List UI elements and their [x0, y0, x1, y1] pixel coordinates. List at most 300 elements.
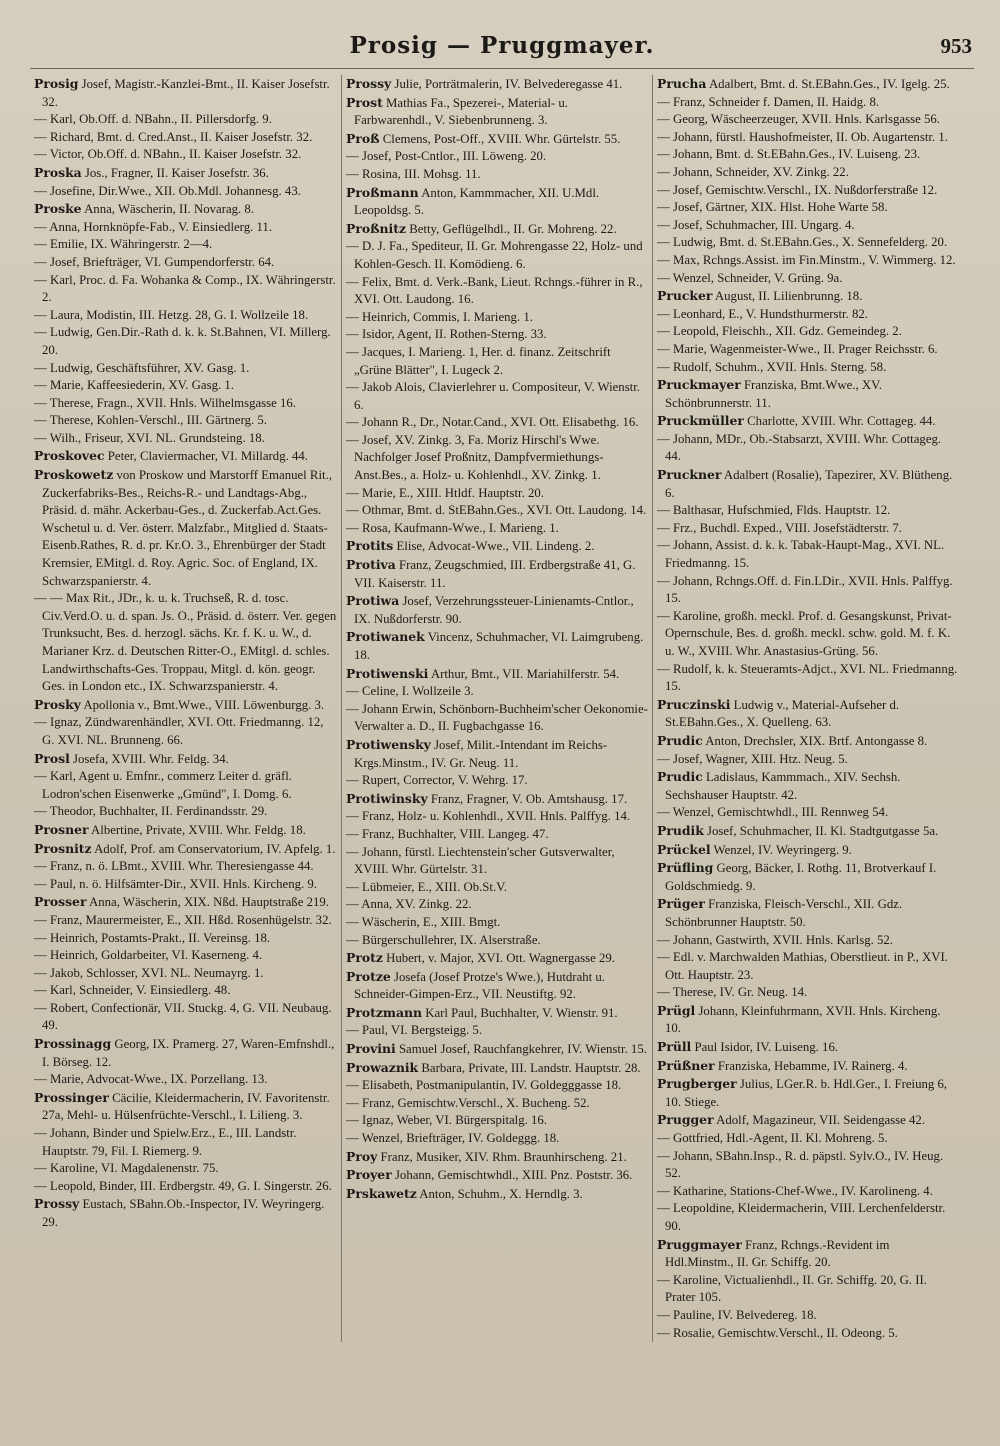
directory-entry [657, 412, 959, 431]
entry-text: Adolf, Prof. am Conservatorium, IV. Apfelg. 1. [94, 841, 336, 856]
entry-surname: Protze [346, 968, 391, 984]
directory-entry [346, 238, 648, 273]
entry-text: — Therese, IV. Gr. Neug. 14. [657, 985, 808, 1000]
entry-text: — Wenzel, Gemischtwhdl., III. Rennweg 54. [657, 805, 889, 820]
directory-entry [657, 252, 959, 270]
directory-entry [346, 184, 648, 220]
directory-entry [657, 751, 959, 769]
entry-text: Franz, Rchngs.-Revident im Hdl.Minstm., II. Gr. Schiffg. 20. [665, 1237, 890, 1270]
entry-text: Anton, Drechsler, XIX. Brtf. Antongasse 8. [705, 733, 928, 748]
directory-entry [346, 1022, 648, 1040]
directory-entry [346, 1166, 648, 1185]
entry-text: — Heinrich, Goldarbeiter, VI. Kaserneng. 4. [34, 948, 263, 963]
entry-surname: Prossy [346, 76, 392, 91]
directory-entry [34, 219, 337, 237]
directory-entry [34, 840, 337, 859]
entry-text: — Wenzel, Briefträger, IV. Goldeggg. 18. [346, 1131, 560, 1146]
entry-text: — Josef, Gemischtw.Verschl., IX. Nußdorferstraße 12. [657, 182, 938, 197]
entry-text: — Josef, Gärtner, XIX. Hlst. Hohe Warte 58. [657, 200, 888, 215]
directory-entry [657, 768, 959, 804]
directory-entry [346, 826, 648, 844]
entry-text: — Franz, Holz- u. Kohlenhdl., XVII. Hnls. Palffyg. 14. [346, 809, 631, 824]
directory-entry [657, 1038, 959, 1057]
entry-surname: Pruczinski [657, 696, 731, 712]
directory-entry [657, 94, 959, 112]
entry-surname: Prosnitz [34, 840, 92, 856]
entry-surname: Prowaznik [346, 1059, 419, 1075]
entry-surname: Proskowetz [34, 467, 114, 483]
directory-entry [657, 520, 959, 538]
directory-entry [34, 146, 337, 164]
entry-surname: Proy [346, 1148, 378, 1164]
directory-entry [657, 1148, 959, 1183]
directory-entry [657, 732, 959, 751]
directory-entry [657, 661, 959, 696]
directory-entry [34, 236, 337, 254]
directory-entry [346, 914, 648, 932]
directory-entry [346, 683, 648, 701]
directory-entry [657, 1200, 959, 1235]
entry-text: — Ludwig, Gen.Dir.-Rath d. k. k. St.Bahnen, VI. Millerg. 20. [34, 325, 331, 357]
entry-text: Johann, Gemischtwhdl., XIII. Pnz. Poststr. 36. [394, 1168, 633, 1183]
entry-text: Apollonia v., Bmt.Wwe., VIII. Löwenburgg. 3. [83, 697, 325, 712]
entry-surname: Pruckmayer [657, 377, 741, 393]
directory-entry [657, 1272, 959, 1307]
entry-text: Julius, LGer.R. b. Hdl.Ger., I. Freiung 6, 10. Stiege. [665, 1077, 948, 1109]
entry-surname: Prossinger [34, 1089, 109, 1105]
entry-text: Ladislaus, Kammmach., XIV. Sechsh. Sechshauser Hauptstr. 42. [665, 770, 901, 802]
entry-text: — Josefine, Dir.Wwe., XII. Ob.Mdl. Johannesg. 43. [34, 183, 301, 198]
directory-entry [34, 1071, 337, 1089]
entry-surname: Proska [34, 164, 82, 180]
directory-entry [657, 984, 959, 1002]
entry-text: — Johann, Schneider, XV. Zinkg. 22. [657, 164, 849, 179]
column-right [652, 75, 963, 1342]
entry-surname: Prudik [657, 822, 704, 838]
directory-entry [34, 714, 337, 749]
entry-surname: Proß [346, 130, 380, 146]
entry-text: — Karoline, VI. Magdalenenstr. 75. [34, 1161, 219, 1176]
directory-entry [34, 307, 337, 325]
entry-text: Anna, Wäscherin, II. Novarag. 8. [84, 202, 255, 217]
entry-text: — Jakob, Schlosser, XVI. NL. Neumayrg. 1. [34, 965, 264, 980]
entry-text: — Rosa, Kaufmann-Wwe., I. Marieng. 1. [346, 520, 559, 535]
directory-entry [346, 1095, 648, 1113]
directory-entry [657, 949, 959, 984]
entry-surname: Prüger [657, 896, 705, 912]
entry-text: — Bürgerschullehrer, IX. Alserstraße. [346, 932, 541, 947]
directory-entry [34, 164, 337, 183]
entry-text: — Rosalie, Gemischtw.Verschl., II. Odeong. 5. [657, 1325, 898, 1340]
entry-surname: Prossinagg [34, 1036, 112, 1052]
entry-text: — Max, Rchngs.Assist. im Fin.Minstm., V. Wimmerg. 12. [657, 252, 956, 267]
directory-entry [34, 75, 337, 111]
directory-entry [657, 895, 959, 931]
entry-text: — Josef, Wagner, XIII. Htz. Neug. 5. [657, 751, 848, 766]
entry-surname: Prossy [34, 1196, 80, 1212]
directory-entry [657, 1002, 959, 1038]
entry-surname: Pruckmüller [657, 413, 744, 429]
directory-entry [34, 129, 337, 147]
directory-entry [657, 1111, 959, 1130]
directory-entry [657, 270, 959, 288]
entry-surname: Prückel [657, 841, 711, 857]
entry-text: — Marie, Kaffeesiederin, XV. Gasg. 1. [34, 378, 234, 393]
entry-text: — Wilh., Friseur, XVI. NL. Grundsteing. 18. [34, 430, 265, 445]
page-header [30, 28, 974, 69]
directory-entry [657, 146, 959, 164]
entry-text: — Leopold, Binder, III. Erdbergstr. 49, G. I. Singerstr. 26. [34, 1178, 332, 1193]
entry-text: — Johann, Binder und Spielw.Erz., E., III. Landstr. Hauptstr. 79, Fil. I. Riemerg. 9. [34, 1126, 297, 1158]
directory-entry [346, 309, 648, 327]
directory-entry [657, 1075, 959, 1111]
directory-entry [34, 466, 337, 590]
entry-text: Franziska, Hebamme, IV. Rainerg. 4. [717, 1058, 908, 1073]
entry-text: — Lübmeier, E., XIII. Ob.St.V. [346, 879, 507, 894]
directory-entry [657, 502, 959, 520]
entry-text: — Johann, Assist. d. k. k. Tabak-Haupt-Mag., XVI. NL. Friedmanng. 15. [657, 538, 945, 571]
directory-entry [34, 982, 337, 1000]
directory-entry [657, 341, 959, 359]
entry-text: — Franz, Buchhalter, VIII. Langeg. 47. [346, 826, 549, 841]
directory-entry [657, 234, 959, 252]
directory-entry [657, 822, 959, 841]
entry-text: — Leopold, Fleischh., XII. Gdz. Gemeindeg. 2. [657, 324, 902, 339]
directory-entry [346, 1130, 648, 1148]
directory-entry [34, 930, 337, 948]
entry-text: — Therese, Kohlen-Verschl., III. Gärtnerg. 5. [34, 413, 267, 428]
entry-surname: Proßmann [346, 184, 419, 200]
entry-surname: Prucker [657, 288, 713, 304]
directory-entry [34, 360, 337, 378]
directory-entry [346, 1148, 648, 1167]
columns [30, 75, 974, 1342]
entry-surname: Prügl [657, 1002, 696, 1018]
directory-entry [34, 965, 337, 983]
entry-text: Anton, Kammmacher, XII. U.Mdl. Leopoldsg. 5. [354, 185, 600, 218]
entry-text: — Jacques, I. Marieng. 1, Her. d. finanz. Zeitschrift „Grüne Blätter", I. Lugeck 2. [346, 344, 611, 377]
directory-entry [346, 1185, 648, 1204]
directory-entry [34, 768, 337, 803]
entry-text: — Johann, Bmt. d. St.EBahn.Ges., IV. Luiseng. 23. [657, 147, 921, 162]
directory-entry [657, 306, 959, 324]
entry-text: — Johann, fürstl. Liechtenstein'scher Gutsverwalter, XVIII. Whr. Gürtelstr. 31. [346, 844, 615, 877]
entry-surname: Prosig [34, 76, 79, 91]
directory-entry [34, 111, 337, 129]
directory-entry [657, 932, 959, 950]
directory-entry [346, 665, 648, 684]
entry-text: — Paul, n. ö. Hilfsämter-Dir., XVII. Hnls. Kircheng. 9. [34, 876, 318, 891]
directory-entry [34, 1125, 337, 1160]
directory-entry [346, 701, 648, 736]
directory-entry [346, 790, 648, 809]
entry-text: Johann, Kleinfuhrmann, XVII. Hnls. Kircheng. 10. [665, 1003, 941, 1036]
directory-entry [34, 377, 337, 395]
directory-entry [346, 1004, 648, 1023]
entry-surname: Prugberger [657, 1076, 737, 1092]
entry-text: Ludwig v., Material-Aufseher d. St.EBahn.Ges., X. Quelleng. 63. [665, 697, 900, 730]
entry-text: — Rupert, Corrector, V. Wehrg. 17. [346, 773, 528, 788]
column-middle [341, 75, 652, 1342]
entry-text: Anton, Schuhm., X. Herndlg. 3. [419, 1186, 583, 1201]
entry-text: — Katharine, Stations-Chef-Wwe., IV. Karolineng. 4. [657, 1183, 933, 1198]
directory-entry [34, 803, 337, 821]
entry-text: Hubert, v. Major, XVI. Ott. Wagnergasse 29. [386, 951, 615, 966]
directory-entry [346, 1040, 648, 1059]
entry-text: Peter, Claviermacher, VI. Millardg. 44. [107, 449, 308, 464]
entry-surname: Prudic [657, 732, 703, 748]
directory-entry [657, 1236, 959, 1272]
directory-entry [346, 1077, 648, 1095]
directory-entry [346, 896, 648, 914]
entry-text: — Rudolf, Schuhm., XVII. Hnls. Sterng. 58. [657, 359, 887, 374]
directory-entry [346, 344, 648, 379]
directory-entry [657, 287, 959, 306]
directory-entry [657, 1325, 959, 1343]
entry-surname: Prosser [34, 894, 87, 910]
entry-text: Vincenz, Schuhmacher, VI. Laimgrubeng. 18. [354, 630, 644, 662]
entry-text: — Frz., Buchdl. Exped., VIII. Josefstädterstr. 7. [657, 520, 902, 535]
entry-surname: Prüßner [657, 1057, 715, 1073]
entry-text: — Leonhard, E., V. Hundsthurmerstr. 82. [657, 306, 869, 321]
directory-entry [657, 217, 959, 235]
directory-entry [657, 608, 959, 661]
directory-entry [346, 537, 648, 556]
entry-text: Anna, Wäscherin, XIX. Nßd. Hauptstraße 219. [88, 895, 329, 910]
directory-entry [34, 821, 337, 840]
entry-surname: Prosky [34, 696, 81, 712]
entry-text: — Rosina, III. Mohsg. 11. [346, 166, 481, 181]
directory-entry [657, 1057, 959, 1076]
entry-text: Adalbert (Rosalie), Tapezirer, XV. Blütheng. 6. [665, 468, 953, 500]
entry-text: — Paul, VI. Bergsteigg. 5. [346, 1023, 483, 1038]
entry-text: Josef, Milit.-Intendant im Reichs-Krgs.Minstm., IV. Gr. Neug. 11. [354, 737, 608, 770]
entry-text: — Josef, XV. Zinkg. 3, Fa. Moriz Hirschl's Wwe. Nachfolger Josef Proßnitz, Dampfvermiethungs-Anst.Bes., a. Holz- u. Kohlenhdl., XV. Zinkg. 1. [346, 432, 604, 483]
entry-text: Clemens, Post-Off., XVIII. Whr. Gürtelstr. 55. [382, 131, 621, 146]
entry-text: — Johann, MDr., Ob.-Stabsarzt, XVIII. Whr. Cottageg. 44. [657, 431, 942, 464]
entry-text: — Laura, Modistin, III. Hetzg. 28, G. I. Wollzeile 18. [34, 307, 309, 322]
entry-surname: Protiwanek [346, 629, 425, 645]
directory-entry [346, 844, 648, 879]
entry-text: — Robert, Confectionär, VII. Stuckg. 4, G. VII. Neubaug. 49. [34, 1000, 332, 1033]
entry-text: Georg, Bäcker, I. Rothg. 11, Brotverkauf I. Goldschmiedg. 9. [665, 861, 937, 893]
entry-text: — Johann, Gastwirth, XVII. Hnls. Karlsg. 52. [657, 932, 894, 947]
entry-surname: Prost [346, 94, 383, 110]
directory-entry [657, 859, 959, 895]
entry-text: Josefa (Josef Protze's Wwe.), Hutdraht u. Schneider-Gimpen-Erz., VII. Neustiftg. 92. [354, 969, 605, 1002]
entry-surname: Prosner [34, 821, 89, 837]
page-title: Prosig — Pruggmayer. [349, 32, 655, 59]
entry-text: Franziska, Fleisch-Verschl., XII. Gdz. Schönbrunner Hauptstr. 50. [665, 897, 903, 929]
entry-text: Julie, Porträtmalerin, IV. Belvederegasse 41. [394, 77, 623, 91]
entry-text: — Karoline, großh. meckl. Prof. d. Gesangskunst, Privat-Opernschule, Bes. d. großh. meckl. schw. gold. M. f. K. u. W., XVIII. Whr. Anastasius-Grüng. 56. [657, 608, 952, 658]
entry-text: — Ignaz, Weber, VI. Bürgerspitalg. 16. [346, 1113, 548, 1128]
directory-entry [346, 520, 648, 538]
entry-text: — Wäscherin, E., XIII. Bmgt. [346, 914, 501, 929]
entry-text: — Marie, E., XIII. Htldf. Hauptstr. 20. [346, 485, 544, 500]
entry-text: — Othmar, Bmt. d. StEBahn.Ges., XVI. Ott. Laudong. 14. [346, 503, 647, 518]
entry-text: Franziska, Bmt.Wwe., XV. Schönbrunnerstr. 11. [665, 378, 882, 410]
entry-text: — Karl, Schneider, V. Einsiedlerg. 48. [34, 983, 231, 998]
page-number: 953 [940, 34, 972, 58]
entry-surname: Prüfling [657, 860, 714, 876]
entry-text: Paul Isidor, IV. Luiseng. 16. [694, 1040, 839, 1055]
entry-surname: Proskovec [34, 448, 105, 464]
entry-surname: Prskawetz [346, 1185, 417, 1201]
entry-text: — Marie, Wagenmeister-Wwe., II. Prager Reichsstr. 6. [657, 341, 938, 356]
directory-entry [657, 199, 959, 217]
directory-entry [657, 573, 959, 608]
directory-entry [34, 1089, 337, 1125]
directory-entry [346, 274, 648, 309]
directory-entry [346, 1112, 648, 1130]
entry-surname: Pruggmayer [657, 1236, 742, 1252]
entry-text: — Karl, Agent u. Emfnr., commerz Leiter d. gräfl. Lodron'schen Eisenwerke „Gmünd", I. Domg. 6. [34, 769, 292, 801]
entry-text: — Franz, Schneider f. Damen, II. Haidg. 8. [657, 94, 880, 109]
directory-entry [34, 893, 337, 912]
entry-text: — Jakob Alois, Clavierlehrer u. Compositeur, V. Wienstr. 6. [346, 380, 640, 412]
directory-entry [346, 379, 648, 414]
entry-text: — Josef, Briefträger, VI. Gumpendorferstr. 64. [34, 254, 275, 269]
entry-text: — Anna, XV. Zinkg. 22. [346, 897, 472, 912]
directory-entry [657, 804, 959, 822]
entry-text: — Elisabeth, Postmanipulantin, IV. Goldegggasse 18. [346, 1078, 622, 1093]
directory-entry [657, 1307, 959, 1325]
entry-text: — Johann, fürstl. Haushofmeister, II. Ob. Augartenstr. 1. [657, 129, 948, 144]
entry-text: — Franz, Gemischtw.Verschl., X. Bucheng. 52. [346, 1095, 590, 1110]
directory-entry [346, 628, 648, 664]
directory-entry [346, 148, 648, 166]
entry-surname: Prugger [657, 1112, 714, 1128]
directory-entry [346, 592, 648, 628]
entry-surname: Proßnitz [346, 220, 406, 236]
entry-text: Josef, Verzehrungssteuer-Linienamts-Cntlor., IX. Nußdorferstr. 90. [354, 594, 634, 626]
directory-entry [34, 324, 337, 359]
entry-text: Charlotte, XVIII. Whr. Cottageg. 44. [747, 414, 936, 429]
directory-entry [657, 323, 959, 341]
directory-entry [34, 254, 337, 272]
entry-text: Josef, Magistr.-Kanzlei-Bmt., II. Kaiser Josefstr. 32. [42, 77, 330, 109]
entry-text: — Emilie, IX. Währingerstr. 2—4. [34, 237, 213, 252]
entry-surname: Protiwensky [346, 736, 431, 752]
entry-text: — Rudolf, k. k. Steueramts-Adjct., XVI. NL. Friedmanng. 15. [657, 661, 958, 694]
entry-surname: Protiwa [346, 593, 400, 609]
directory-entry [34, 412, 337, 430]
entry-text: — Josef, Schuhmacher, III. Ungarg. 4. [657, 217, 855, 232]
entry-text: — Ludwig, Bmt. d. St.EBahn.Ges., X. Sennefelderg. 20. [657, 235, 948, 250]
directory-entry [346, 220, 648, 239]
directory-entry [657, 376, 959, 412]
directory-entry [34, 183, 337, 201]
entry-text: Mathias Fa., Spezerei-, Material- u. Farbwarenhdl., V. Siebenbrunneng. 3. [354, 95, 568, 128]
directory-entry [346, 879, 648, 897]
directory-entry [657, 359, 959, 377]
entry-text: — Franz, Maurermeister, E., XII. Hßd. Rosenhügelstr. 32. [34, 912, 332, 927]
entry-text: Franz, Musiker, XIV. Rhm. Braunhirscheng. 21. [380, 1149, 627, 1164]
directory-entry [346, 736, 648, 772]
directory-entry [657, 1183, 959, 1201]
entry-surname: Provini [346, 1041, 396, 1057]
entry-text: — Karl, Ob.Off. d. NBahn., II. Pillersdorfg. 9. [34, 112, 272, 127]
directory-entry [34, 912, 337, 930]
directory-entry [34, 447, 337, 466]
directory-entry [346, 949, 648, 968]
entry-text: Franz, Fragner, V. Ob. Amtshausg. 17. [430, 791, 628, 806]
entry-text: — Richard, Bmt. d. Cred.Anst., II. Kaiser Josefstr. 32. [34, 129, 313, 144]
directory-entry [34, 750, 337, 769]
directory-entry [34, 272, 337, 307]
entry-surname: Protiwenski [346, 665, 429, 681]
directory-entry [346, 130, 648, 149]
directory-entry [657, 466, 959, 502]
directory-entry [34, 1160, 337, 1178]
entry-surname: Prudic [657, 769, 703, 785]
entry-text: — Johann, Rchngs.Off. d. Fin.LDir., XVII. Hnls. Palffyg. 15. [657, 573, 953, 606]
directory-entry [346, 1059, 648, 1078]
entry-text: Eustach, SBahn.Ob.-Inspector, IV. Weyringerg. 29. [42, 1197, 325, 1229]
directory-entry [657, 537, 959, 572]
directory-entry [346, 414, 648, 432]
entry-surname: Prosl [34, 750, 70, 766]
directory-entry [34, 590, 337, 696]
column-left [30, 75, 341, 1342]
directory-entry [657, 111, 959, 129]
directory-entry [346, 556, 648, 592]
directory-entry [34, 1035, 337, 1071]
entry-text: — Pauline, IV. Belvedereg. 18. [657, 1307, 817, 1322]
directory-entry [346, 932, 648, 950]
entry-text: — Franz, n. ö. LBmt., XVIII. Whr. Theresiengasse 44. [34, 859, 314, 874]
directory-entry [657, 129, 959, 147]
entry-text: August, II. Lilienbrunng. 18. [714, 289, 863, 304]
directory-entry [346, 166, 648, 184]
directory-entry [657, 164, 959, 182]
entry-text: — Karoline, Victualienhdl., II. Gr. Schiffg. 20, G. II. Prater 105. [657, 1272, 927, 1305]
entry-text: — Heinrich, Commis, I. Marieng. 1. [346, 309, 533, 324]
entry-text: Wenzel, IV. Weyringerg. 9. [713, 842, 852, 857]
entry-text: — Marie, Advocat-Wwe., IX. Porzellang. 13. [34, 1072, 268, 1087]
entry-text: — Celine, I. Wollzeile 3. [346, 684, 474, 699]
directory-entry [346, 968, 648, 1004]
directory-entry [346, 75, 648, 94]
entry-text: Cäcilie, Kleidermacherin, IV. Favoritenstr. 27a, Mehl- u. Hülsenfrüchte-Verschl., I. Lilieng. 3. [42, 1090, 330, 1123]
directory-entry [346, 808, 648, 826]
entry-text: — — Max Rit., JDr., k. u. k. Truchseß, R. d. tosc. Civ.Verd.O. u. d. span. Js. O., Präsid. d. österr. Ver. gegen Trunksucht, Bes. d. herzogl. sächs. Kr. f. K. u. W., d. Marianer Krz. d. Deutschen Ritter-O., EMitgl. d. schles. Landwirthschafts-Ges. Troppau, Mitgl. d. kön. geogr. Ges. in London etc., IX. Schwarzspanierstr. 4. [34, 591, 337, 694]
directory-entry [346, 502, 648, 520]
directory-entry [657, 841, 959, 860]
entry-text: Albertine, Private, XVIII. Whr. Feldg. 18. [91, 822, 306, 837]
entry-text: — Balthasar, Hufschmied, Flds. Hauptstr. 12. [657, 503, 891, 518]
entry-text: — Georg, Wäscheerzeuger, XVII. Hnls. Karlsgasse 56. [657, 112, 940, 127]
entry-text: — Johann R., Dr., Notar.Cand., XVI. Ott. Elisabethg. 16. [346, 415, 639, 430]
entry-text: — Isidor, Agent, II. Rothen-Sterng. 33. [346, 327, 547, 342]
entry-text: Jos., Fragner, II. Kaiser Josefstr. 36. [84, 165, 269, 180]
directory-entry [34, 1178, 337, 1196]
directory-entry [657, 1130, 959, 1148]
entry-text: — Victor, Ob.Off. d. NBahn., II. Kaiser Josefstr. 32. [34, 147, 302, 162]
entry-text: Adolf, Magazineur, VII. Seidengasse 42. [716, 1113, 926, 1128]
directory-entry [34, 200, 337, 219]
directory-entry [346, 94, 648, 130]
entry-text: — Theodor, Buchhalter, II. Ferdinandsstr. 29. [34, 804, 268, 819]
directory-entry [34, 1195, 337, 1231]
entry-text: Elise, Advocat-Wwe., VII. Lindeng. 2. [396, 539, 595, 554]
directory-entry [346, 326, 648, 344]
entry-text: Franz, Zeugschmied, III. Erdbergstraße 41, G. VII. Kaiserstr. 11. [354, 558, 636, 590]
entry-text: Barbara, Private, III. Landstr. Hauptstr. 28. [421, 1060, 641, 1075]
directory-entry [346, 485, 648, 503]
directory-entry [346, 432, 648, 485]
